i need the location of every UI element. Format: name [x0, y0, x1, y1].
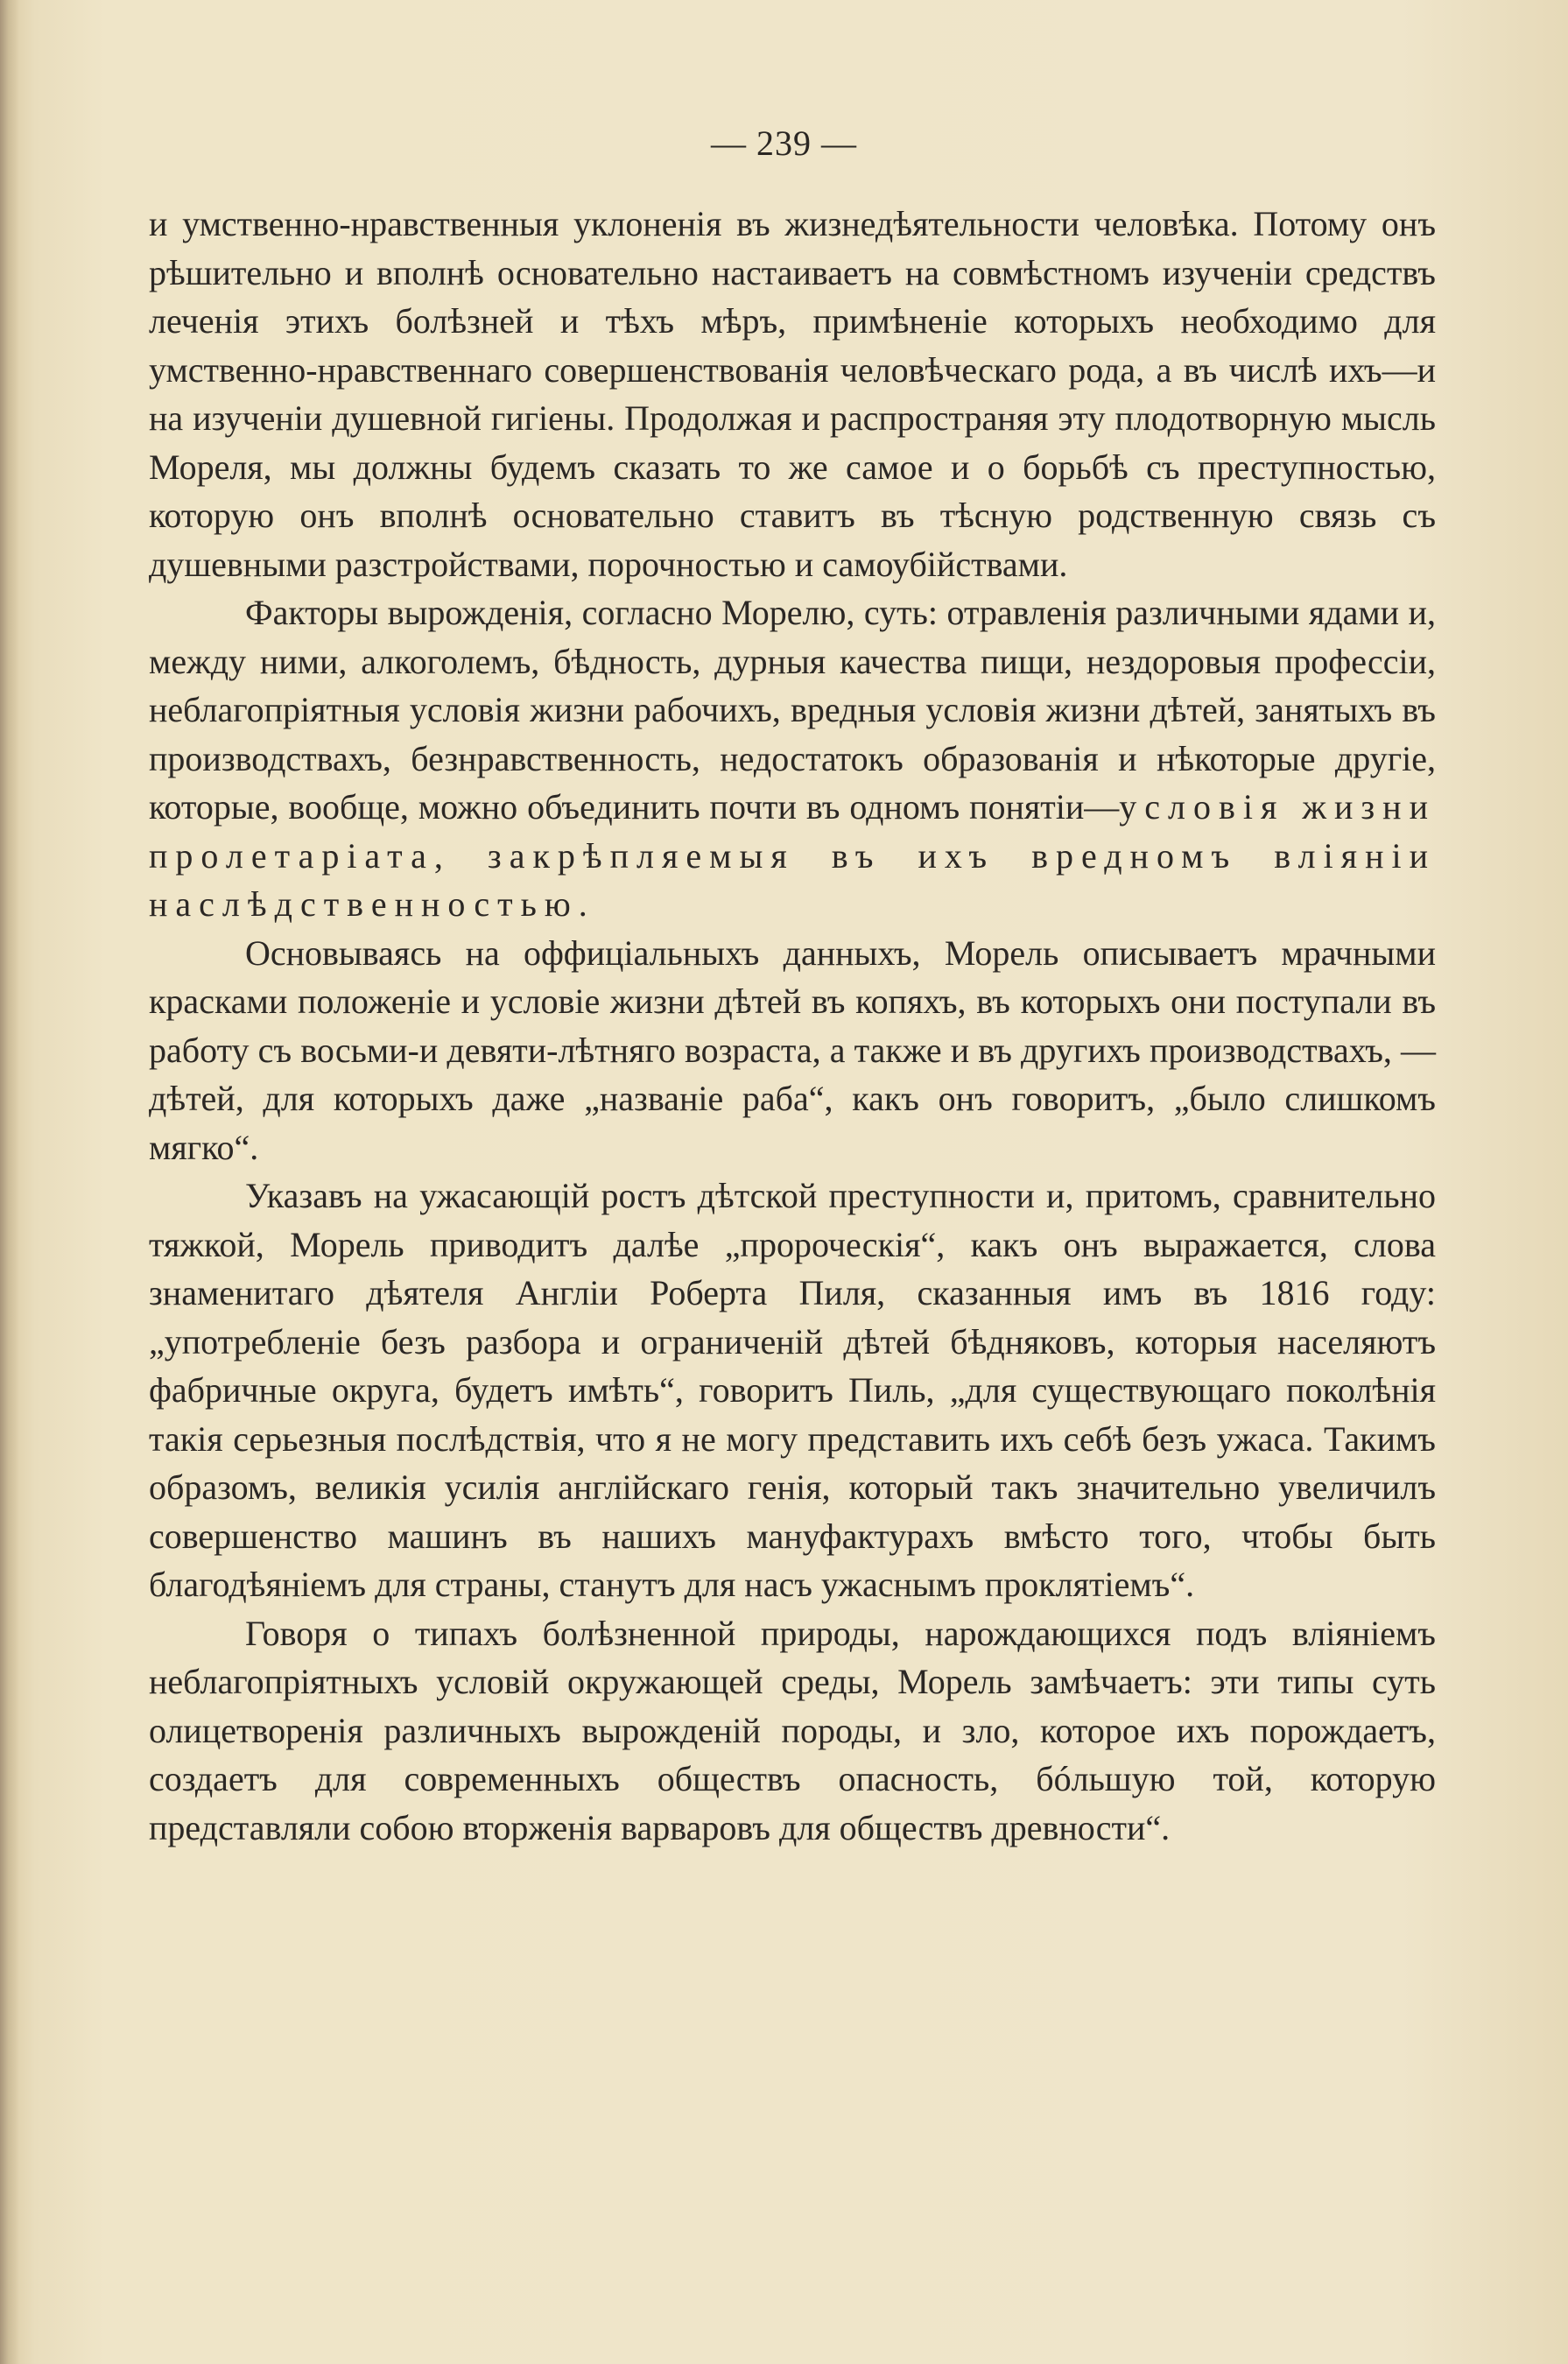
page-number: — 239 —: [711, 123, 857, 163]
paragraph-2-text: Факторы вырожденія, согласно Морелю, суть: отравленія различными ядами и, между ними, алкоголемъ, бѣдность, дурныя качества пищи, нездоровыя профессіи, неблагопріятныя условія жизни рабочихъ, вредныя условія жизни дѣтей, занятыхъ въ производствахъ, безнравственность, недостатокъ образованія и нѣкоторые другіе, которые, вообще, можно объединить почти въ одномъ понятіи—: [149, 593, 1436, 827]
paragraph-1: и умственно-нравственныя уклоненія въ жизнедѣятельности человѣка. Потому онъ рѣшительно и вполнѣ основательно настаиваетъ на совмѣстномъ изученіи средствъ леченія этихъ болѣзней и тѣхъ мѣръ, примѣненіе которыхъ необходимо для умственно-нравственнаго совершенствованія человѣческаго рода, а въ числѣ ихъ—и на изученіи душевной гигіены. Продолжая и распространяя эту плодотворную мысль Мореля, мы должны будемъ сказать то же самое и о борьбѣ съ преступностью, которую онъ вполнѣ основательно ставитъ въ тѣсную родственную связь съ душевными разстройствами, порочностью и самоубійствами.: [149, 204, 1436, 584]
paragraph-3: Основываясь на оффиціальныхъ данныхъ, Морель описываетъ мрачными красками положеніе и условіе жизни дѣтей въ копяхъ, въ которыхъ они поступали въ работу съ восьми-и девяти-лѣтняго возраста, а также и въ другихъ производствахъ, — дѣтей, для которыхъ даже „названіе раба“, какъ онъ говоритъ, „было слишкомъ мягко“.: [149, 932, 1436, 1167]
spine-shadow: [0, 0, 19, 2364]
paragraph-5: Говоря о типахъ болѣзненной природы, нарождающихся подъ вліяніемъ неблагопріятныхъ условій окружающей среды, Морель замѣчаетъ: эти типы суть олицетворенія различныхъ вырожденій породы, и зло, которое ихъ порождаетъ, создаетъ для современныхъ обществъ опасность, бóльшую той, которую представляли собою вторженія варваровъ для обществъ древности“.: [149, 1613, 1436, 1847]
body-text: [149, 200, 1436, 1852]
paragraph-2: [149, 588, 1436, 929]
paragraph-2-emphasis: условія жизни пролетаріата, закрѣпляемыя въ ихъ вредномъ вліяніи наслѣдственностью.: [149, 787, 1436, 924]
paragraph-4: Указавъ на ужасающій ростъ дѣтской преступности и, притомъ, сравнительно тяжкой, Морель приводитъ далѣе „пророческія“, какъ онъ выражается, слова знаменитаго дѣятеля Англіи Роберта Пиля, сказанныя имъ въ 1816 году: „употребленіе безъ разбора и ограниченій дѣтей бѣдняковъ, которыя населяютъ фабричные округа, будетъ имѣть“, говоритъ Пиль, „для существующаго поколѣнія такія серьезныя послѣдствія, что я не могу представить ихъ себѣ безъ ужаса. Такимъ образомъ, великія усилія англійскаго генія, который такъ значительно увеличилъ совершенство машинъ въ нашихъ мануфактурахъ вмѣсто того, чтобы быть благодѣяніемъ для страны, станутъ для насъ ужаснымъ проклятіемъ“.: [149, 1176, 1436, 1604]
